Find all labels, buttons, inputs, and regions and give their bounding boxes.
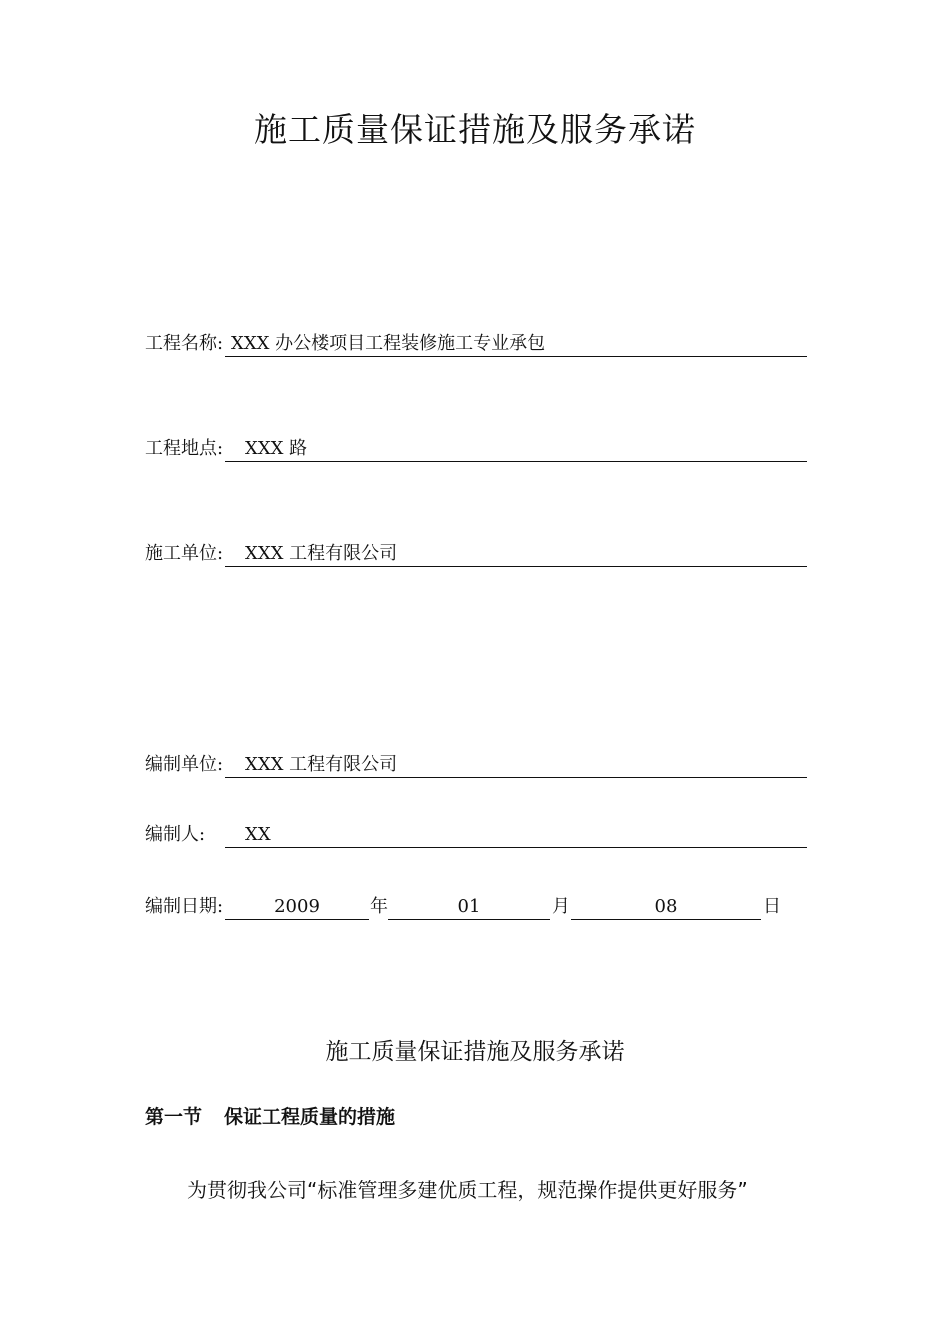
compiling-unit-value: XXX 工程有限公司 bbox=[245, 754, 398, 775]
project-location-underline bbox=[225, 436, 807, 462]
project-name-value: XXX 办公楼项目工程装修施工专业承包 bbox=[231, 333, 546, 354]
date-year-value: 2009 bbox=[225, 894, 369, 920]
date-day-unit: 日 bbox=[763, 896, 781, 917]
date-day-value: 08 bbox=[571, 894, 761, 920]
section-title: 保证工程质量的措施 bbox=[224, 1106, 396, 1128]
project-location-label: 工程地点: bbox=[145, 438, 224, 459]
section-number: 第一节 bbox=[145, 1106, 203, 1128]
contractor-value: XXX 工程有限公司 bbox=[245, 543, 398, 564]
compile-date-label: 编制日期: bbox=[145, 896, 224, 917]
body-paragraph: 为贯彻我公司“标准管理多建优质工程，规范操作提供更好服务” bbox=[187, 1178, 748, 1202]
project-name-row bbox=[145, 331, 807, 357]
project-name-label: 工程名称: bbox=[145, 333, 224, 354]
project-location-value: XXX 路 bbox=[245, 438, 308, 459]
date-month-unit: 月 bbox=[552, 896, 570, 917]
section-heading bbox=[145, 1102, 395, 1129]
project-location-row bbox=[145, 436, 807, 462]
cover-title: 施工质量保证措施及服务承诺 bbox=[254, 110, 696, 149]
compiler-label: 编制人: bbox=[145, 824, 206, 845]
contractor-label: 施工单位: bbox=[145, 543, 224, 564]
compiling-unit-label: 编制单位: bbox=[145, 754, 224, 775]
compiling-unit-row bbox=[145, 752, 807, 778]
contractor-row bbox=[145, 541, 807, 567]
date-month-value: 01 bbox=[388, 894, 550, 920]
compiler-row bbox=[145, 822, 807, 848]
body-title: 施工质量保证措施及服务承诺 bbox=[325, 1039, 625, 1065]
compile-date-row bbox=[145, 894, 807, 920]
date-year-unit: 年 bbox=[370, 896, 388, 917]
compiler-value: XX bbox=[245, 824, 271, 845]
compiler-underline bbox=[225, 822, 807, 848]
